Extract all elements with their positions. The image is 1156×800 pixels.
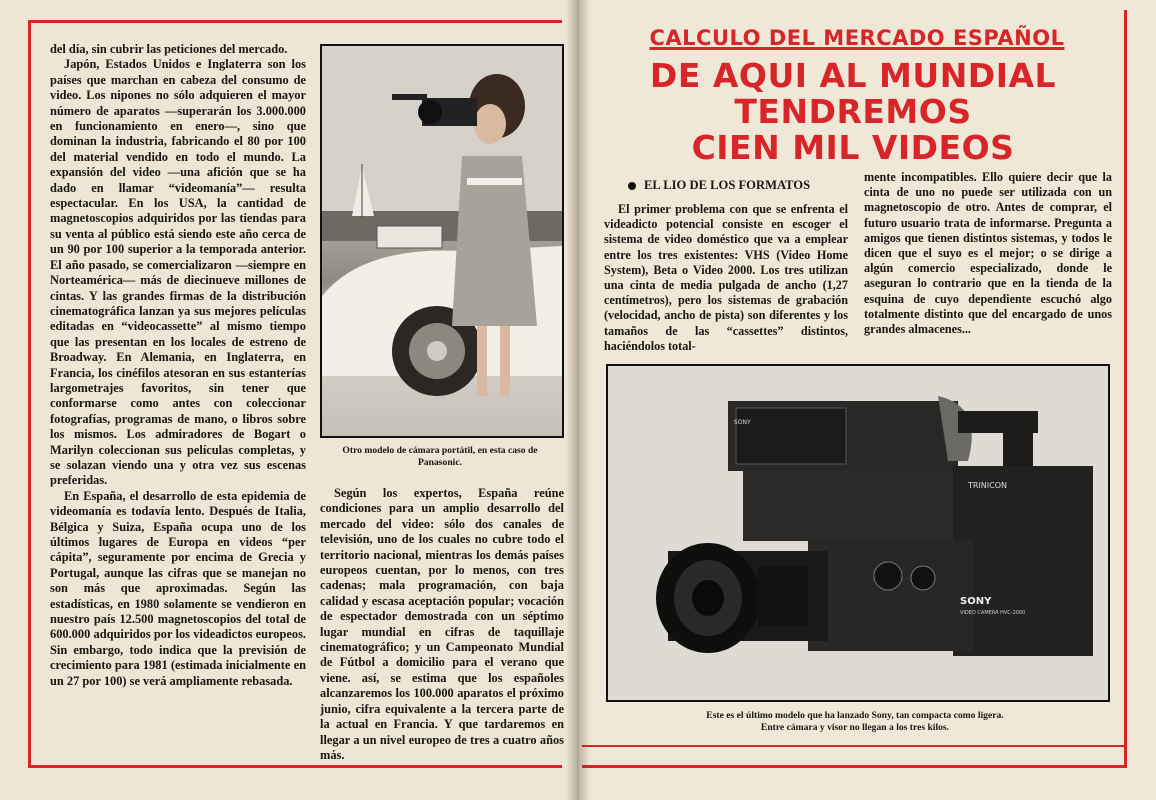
left-page-rule-left (28, 20, 31, 768)
sony-camera-illustration (608, 366, 1108, 700)
paragraph: mente incompatibles. Ello quiere decir que la cinta de uno no puede ser utilizada con un magnetoscopio de otro. Antes de comprar, el futuro usuario trata de informarse. Pregunta a amigos que tienen distintos sistemas, y todos le dicen que el suyo es el mejor; o se dirige a algún comercio especializado, donde le aseguran lo contrario que en la tienda de la esquina de cuyo dependiente escuchó algo totalmente distinto que del encargado de unos grandes almacenes... (864, 170, 1112, 337)
headline (608, 58, 1098, 166)
panasonic-camera-photo (320, 44, 564, 438)
right-article-column-2 (864, 170, 1112, 337)
paragraph: Japón, Estados Unidos e Inglaterra son los países que marchan en cabeza del consumo de video. Los nipones no sólo adquieren el mayor número de aparatos —superarán los 3.000.000 en funcionamiento en enero—, sino que dominan la industria, fabricando el 80 por 100 del material vendido en todo el mundo. La expansión del video —una afición que se ha dado en llamar “videomanía”— resulta espectacular. En los USA, la cantidad de magnetoscopios adquiridos por las tiendas para su venta al público está siendo este año cerca de un 90 por 100 superior a la temporada anterior. El año pasado, se comercializaron —siempre en Norteamérica— más de diecinueve millones de cintas. Y las grandes firmas de la distribución cinematográfica lanzan ya sus mejores películas editadas en “videocassette” al mismo tiempo que las presentan en los locales de estreno de Broadway. En Alemania, en Inglaterra, en Francia, los cinéfilos atesoran en sus estanterías largometrajes favoritos, sin tener que conformarse como antes con coleccionar fotografías, programas de mano, o libros sobre los mismos. Los admiradores de Bogart o Marilyn coleccionan sus películas completas, y se solazan viendo una y otra vez sus escenas preferidas. (50, 57, 306, 488)
paragraph: El primer problema con que se enfrenta el videadicto potencial consiste en escoger el sistema de video doméstico que va a emplear entre los tres existentes: VHS (Video Home System), Beta o Video 2000. Los tres utilizan una cinta de media pulgada de ancho (1,27 centímetros), pero los sistemas de grabación (velocidad, ancho de pista) son diferentes y los tamaños de las “cassettes” distintos, haciéndolos total- (604, 202, 848, 353)
right-page-rule-right (1124, 10, 1127, 768)
kicker-title: CALCULO DEL MERCADO ESPAÑOL (649, 26, 1065, 50)
right-article-column-1 (604, 202, 848, 354)
section-subhead: EL LIO DE LOS FORMATOS (628, 178, 810, 193)
photo-illustration (322, 46, 562, 436)
paragraph: En España, el desarrollo de esta epidemia de videomanía es todavía lento. Después de Italia, Bélgica y Suiza, España ocupa uno de los últimos lugares de Europa en videos “per cápita”, seguramente por encima de Grecia y Portugal, aunque las cifras que se manejan no son más que aproximadas. Según las estadísticas, en 1980 solamente se vendieron en nuestro país 12.500 magnetoscopios del total de 600.000 adquiridos por los videadictos europeos. Sin embargo, todo indica que la previsión de crecimiento para 1981 (estimada inicialmente en un 27 por 100) se verá ampliamente rebasada. (50, 488, 306, 688)
caption-line: Este es el último modelo que ha lanzado Sony, tan compacta como ligera. (706, 710, 1004, 721)
sony-camera-photo (606, 364, 1110, 702)
headline-line: DE AQUI AL MUNDIAL (649, 56, 1057, 95)
right-page-rule-bottom (582, 765, 1127, 768)
camera-brand: SONY (960, 596, 992, 607)
headline-line: CIEN MIL VIDEOS (691, 128, 1015, 167)
left-article-column-2 (320, 486, 564, 763)
left-page-rule-top (28, 20, 562, 23)
panasonic-photo-caption: Otro modelo de cámara portátil, en esta caso de Panasonic. (342, 445, 538, 468)
paragraph: Según los expertos, España reúne condiciones para un amplio desarrollo del mercado del video: sólo dos canales de televisión, uno de los cuales no cubre todo el territorio nacional, mientras los demás países europeos cuentan, por lo menos, con tres cadenas; mala programación, con baja calidad y escasa aceptación popular; vocación de espectador demostrada con un séptimo lugar mundial en cifras de taquillaje cinematográfico; y un Campeonato Mundial de Fútbol a domicilio para el verano que viene. así, se estima que los españoles alcanzaremos los 100.000 aparatos el próximo junio, cifra equivalente a la tercera parte de la actual en Francia. Y que tardaremos en llegar a un nivel europeo de tres a cuatro años más. (320, 486, 564, 762)
sony-photo-caption (620, 710, 1090, 734)
camera-trinicon-label: TRINICON (968, 481, 1008, 490)
camera-model: VIDEO CAMERA HVC-2000 (960, 610, 1026, 616)
left-page-rule-bottom (28, 765, 562, 768)
right-page-rule-bottom-inner (582, 745, 1127, 747)
bullet-icon (628, 182, 636, 190)
headline-line: TENDREMOS (734, 92, 972, 131)
camera-brand-top: SONY (734, 419, 751, 426)
paragraph: del día, sin cubrir las peticiones del mercado. (50, 42, 288, 56)
left-article-column-1 (50, 42, 306, 689)
caption-line: Entre cámara y visor no llegan a los tres kilos. (760, 722, 950, 733)
